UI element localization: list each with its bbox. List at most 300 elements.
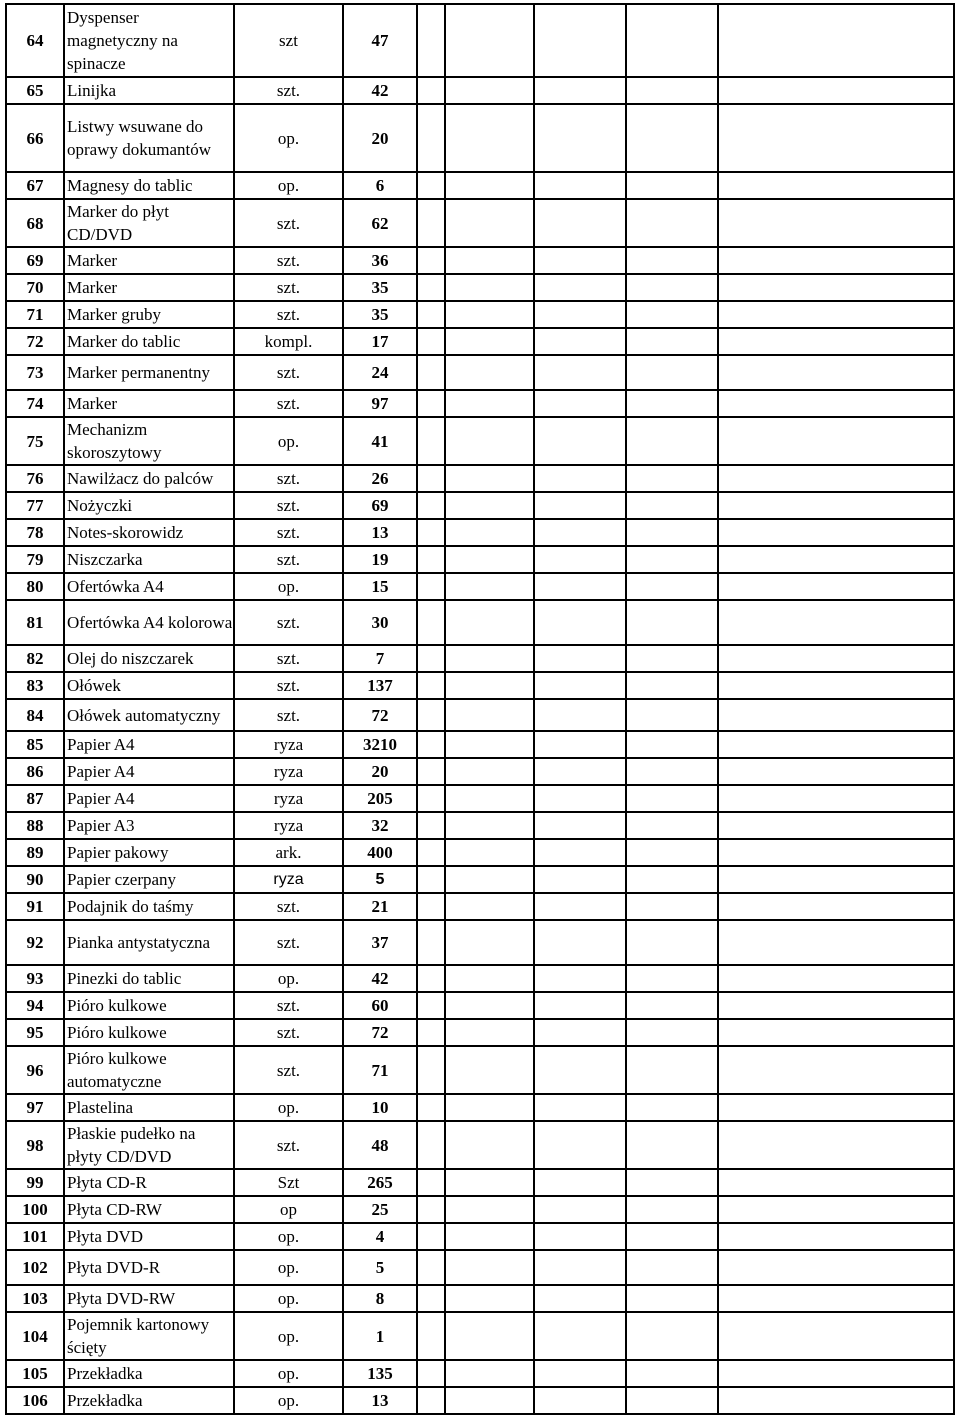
item-name: Linijka [64, 77, 234, 104]
item-quantity: 97 [343, 390, 417, 417]
item-unit: szt. [234, 492, 343, 519]
item-quantity: 48 [343, 1121, 417, 1169]
item-name: Podajnik do taśmy [64, 893, 234, 920]
item-name: Płyta DVD-RW [64, 1285, 234, 1312]
empty-cell [417, 546, 445, 573]
empty-cell [718, 1169, 954, 1196]
empty-cell [718, 492, 954, 519]
empty-cell [626, 199, 718, 247]
row-number: 77 [6, 492, 64, 519]
empty-cell [417, 573, 445, 600]
item-name: Nożyczki [64, 492, 234, 519]
empty-cell [534, 1169, 626, 1196]
item-unit: op. [234, 573, 343, 600]
empty-cell [417, 390, 445, 417]
empty-cell [445, 1285, 534, 1312]
empty-cell [534, 172, 626, 199]
table-row [6, 672, 954, 699]
item-name: Plastelina [64, 1094, 234, 1121]
item-quantity: 1 [343, 1312, 417, 1360]
empty-cell [626, 812, 718, 839]
empty-cell [445, 893, 534, 920]
empty-cell [445, 247, 534, 274]
item-unit: szt. [234, 274, 343, 301]
item-quantity: 25 [343, 1196, 417, 1223]
item-name: Papier czerpany [64, 866, 234, 893]
empty-cell [718, 104, 954, 172]
empty-cell [718, 519, 954, 546]
table-row [6, 301, 954, 328]
table-row [6, 1223, 954, 1250]
empty-cell [718, 355, 954, 390]
empty-cell [626, 1223, 718, 1250]
item-quantity: 21 [343, 893, 417, 920]
empty-cell [718, 1312, 954, 1360]
empty-cell [718, 1121, 954, 1169]
item-unit: op. [234, 1223, 343, 1250]
item-unit: szt. [234, 465, 343, 492]
empty-cell [534, 1223, 626, 1250]
empty-cell [417, 4, 445, 77]
empty-cell [445, 1223, 534, 1250]
item-name: Marker [64, 247, 234, 274]
empty-cell [718, 600, 954, 645]
empty-cell [718, 301, 954, 328]
row-number: 85 [6, 731, 64, 758]
empty-cell [417, 1223, 445, 1250]
empty-cell [445, 866, 534, 893]
empty-cell [534, 965, 626, 992]
row-number: 87 [6, 785, 64, 812]
empty-cell [626, 600, 718, 645]
empty-cell [534, 1046, 626, 1094]
empty-cell [445, 1387, 534, 1414]
row-number: 68 [6, 199, 64, 247]
empty-cell [626, 573, 718, 600]
item-unit: szt. [234, 699, 343, 731]
empty-cell [417, 1046, 445, 1094]
empty-cell [417, 1196, 445, 1223]
empty-cell [718, 920, 954, 965]
empty-cell [445, 758, 534, 785]
item-quantity: 5 [343, 866, 417, 893]
item-unit: ryza [234, 812, 343, 839]
item-name: Marker do płyt CD/DVD [64, 199, 234, 247]
empty-cell [718, 645, 954, 672]
empty-cell [445, 519, 534, 546]
table-row [6, 519, 954, 546]
empty-cell [626, 645, 718, 672]
empty-cell [417, 465, 445, 492]
table-row [6, 992, 954, 1019]
row-number: 69 [6, 247, 64, 274]
item-name: Mechanizm skoroszytowy [64, 417, 234, 465]
empty-cell [534, 546, 626, 573]
empty-cell [534, 699, 626, 731]
table-row [6, 893, 954, 920]
table-row [6, 1094, 954, 1121]
item-unit: szt [234, 4, 343, 77]
item-quantity: 5 [343, 1250, 417, 1285]
table-row [6, 546, 954, 573]
empty-cell [417, 785, 445, 812]
row-number: 74 [6, 390, 64, 417]
empty-cell [626, 274, 718, 301]
empty-cell [534, 1312, 626, 1360]
table-row [6, 1046, 954, 1094]
item-unit: szt. [234, 390, 343, 417]
empty-cell [445, 645, 534, 672]
row-number: 103 [6, 1285, 64, 1312]
empty-cell [445, 1312, 534, 1360]
row-number: 100 [6, 1196, 64, 1223]
row-number: 86 [6, 758, 64, 785]
table-row [6, 104, 954, 172]
empty-cell [417, 758, 445, 785]
empty-cell [626, 672, 718, 699]
empty-cell [626, 1169, 718, 1196]
table-row [6, 920, 954, 965]
item-name: Marker [64, 274, 234, 301]
empty-cell [445, 417, 534, 465]
empty-cell [445, 812, 534, 839]
item-name: Papier pakowy [64, 839, 234, 866]
item-unit: op. [234, 965, 343, 992]
empty-cell [445, 920, 534, 965]
table-row [6, 1019, 954, 1046]
empty-cell [718, 546, 954, 573]
empty-cell [417, 519, 445, 546]
empty-cell [626, 1250, 718, 1285]
item-name: Pianka antystatyczna [64, 920, 234, 965]
row-number: 79 [6, 546, 64, 573]
table-row [6, 417, 954, 465]
empty-cell [417, 965, 445, 992]
table-row [6, 699, 954, 731]
empty-cell [626, 301, 718, 328]
empty-cell [534, 785, 626, 812]
row-number: 64 [6, 4, 64, 77]
item-unit: szt. [234, 301, 343, 328]
item-quantity: 47 [343, 4, 417, 77]
empty-cell [445, 301, 534, 328]
empty-cell [534, 355, 626, 390]
empty-cell [445, 965, 534, 992]
table-row [6, 247, 954, 274]
empty-cell [445, 1019, 534, 1046]
item-name: Niszczarka [64, 546, 234, 573]
empty-cell [718, 731, 954, 758]
table-row [6, 390, 954, 417]
items-table-body [6, 4, 954, 1414]
item-quantity: 42 [343, 77, 417, 104]
item-unit: szt. [234, 600, 343, 645]
item-quantity: 62 [343, 199, 417, 247]
empty-cell [626, 1094, 718, 1121]
empty-cell [718, 812, 954, 839]
row-number: 83 [6, 672, 64, 699]
empty-cell [417, 301, 445, 328]
item-quantity: 7 [343, 645, 417, 672]
item-name: Pióro kulkowe [64, 992, 234, 1019]
item-name: Notes-skorowidz [64, 519, 234, 546]
item-unit: ark. [234, 839, 343, 866]
row-number: 72 [6, 328, 64, 355]
item-name: Pióro kulkowe automatyczne [64, 1046, 234, 1094]
empty-cell [718, 172, 954, 199]
empty-cell [417, 992, 445, 1019]
empty-cell [445, 465, 534, 492]
empty-cell [534, 4, 626, 77]
items-table [5, 3, 955, 1415]
item-unit: op. [234, 1285, 343, 1312]
row-number: 104 [6, 1312, 64, 1360]
item-unit: szt. [234, 546, 343, 573]
item-unit: szt. [234, 920, 343, 965]
empty-cell [534, 600, 626, 645]
item-quantity: 17 [343, 328, 417, 355]
item-name: Papier A4 [64, 785, 234, 812]
empty-cell [626, 1196, 718, 1223]
empty-cell [534, 731, 626, 758]
table-row [6, 965, 954, 992]
empty-cell [445, 731, 534, 758]
empty-cell [534, 1094, 626, 1121]
item-unit: kompl. [234, 328, 343, 355]
empty-cell [626, 465, 718, 492]
row-number: 101 [6, 1223, 64, 1250]
row-number: 65 [6, 77, 64, 104]
empty-cell [534, 1285, 626, 1312]
empty-cell [445, 1196, 534, 1223]
empty-cell [417, 839, 445, 866]
empty-cell [445, 699, 534, 731]
item-unit: szt. [234, 1121, 343, 1169]
row-number: 84 [6, 699, 64, 731]
item-unit: szt. [234, 992, 343, 1019]
empty-cell [626, 1285, 718, 1312]
empty-cell [718, 1046, 954, 1094]
row-number: 97 [6, 1094, 64, 1121]
empty-cell [718, 866, 954, 893]
empty-cell [718, 1196, 954, 1223]
empty-cell [534, 839, 626, 866]
table-row [6, 812, 954, 839]
empty-cell [626, 731, 718, 758]
table-row [6, 1169, 954, 1196]
empty-cell [718, 573, 954, 600]
empty-cell [718, 965, 954, 992]
empty-cell [626, 866, 718, 893]
item-name: Dyspenser magnetyczny na spinacze [64, 4, 234, 77]
empty-cell [445, 104, 534, 172]
empty-cell [445, 4, 534, 77]
item-name: Pojemnik kartonowy ścięty [64, 1312, 234, 1360]
empty-cell [718, 1019, 954, 1046]
empty-cell [417, 731, 445, 758]
row-number: 78 [6, 519, 64, 546]
empty-cell [417, 492, 445, 519]
row-number: 91 [6, 893, 64, 920]
empty-cell [534, 247, 626, 274]
empty-cell [445, 1094, 534, 1121]
empty-cell [417, 893, 445, 920]
empty-cell [417, 1121, 445, 1169]
item-quantity: 10 [343, 1094, 417, 1121]
item-unit: szt. [234, 355, 343, 390]
item-quantity: 42 [343, 965, 417, 992]
empty-cell [445, 390, 534, 417]
empty-cell [626, 893, 718, 920]
row-number: 70 [6, 274, 64, 301]
empty-cell [718, 839, 954, 866]
empty-cell [718, 4, 954, 77]
empty-cell [626, 1046, 718, 1094]
empty-cell [417, 1019, 445, 1046]
row-number: 82 [6, 645, 64, 672]
item-unit: szt. [234, 645, 343, 672]
empty-cell [626, 77, 718, 104]
item-unit: op. [234, 417, 343, 465]
table-row [6, 465, 954, 492]
empty-cell [534, 301, 626, 328]
item-quantity: 32 [343, 812, 417, 839]
empty-cell [718, 758, 954, 785]
empty-cell [534, 920, 626, 965]
item-unit: szt. [234, 247, 343, 274]
empty-cell [445, 172, 534, 199]
empty-cell [417, 1250, 445, 1285]
empty-cell [417, 328, 445, 355]
empty-cell [534, 328, 626, 355]
item-quantity: 3210 [343, 731, 417, 758]
row-number: 75 [6, 417, 64, 465]
item-name: Magnesy do tablic [64, 172, 234, 199]
empty-cell [718, 699, 954, 731]
row-number: 93 [6, 965, 64, 992]
empty-cell [445, 199, 534, 247]
empty-cell [718, 992, 954, 1019]
row-number: 102 [6, 1250, 64, 1285]
item-quantity: 72 [343, 1019, 417, 1046]
empty-cell [445, 1121, 534, 1169]
item-unit: op. [234, 1094, 343, 1121]
empty-cell [445, 785, 534, 812]
empty-cell [445, 77, 534, 104]
table-row [6, 758, 954, 785]
item-name: Papier A3 [64, 812, 234, 839]
table-row [6, 1285, 954, 1312]
empty-cell [626, 546, 718, 573]
empty-cell [718, 274, 954, 301]
item-quantity: 4 [343, 1223, 417, 1250]
empty-cell [626, 992, 718, 1019]
empty-cell [417, 247, 445, 274]
item-name: Listwy wsuwane do oprawy dokumantów [64, 104, 234, 172]
empty-cell [534, 645, 626, 672]
table-row [6, 1387, 954, 1414]
empty-cell [534, 519, 626, 546]
item-unit: op [234, 1196, 343, 1223]
empty-cell [626, 1312, 718, 1360]
empty-cell [417, 645, 445, 672]
item-unit: szt. [234, 519, 343, 546]
empty-cell [534, 77, 626, 104]
empty-cell [445, 1169, 534, 1196]
item-unit: ryza [234, 866, 343, 893]
table-row [6, 328, 954, 355]
item-quantity: 13 [343, 1387, 417, 1414]
empty-cell [445, 1046, 534, 1094]
empty-cell [445, 492, 534, 519]
empty-cell [626, 172, 718, 199]
empty-cell [534, 274, 626, 301]
item-quantity: 135 [343, 1360, 417, 1387]
item-quantity: 60 [343, 992, 417, 1019]
item-quantity: 69 [343, 492, 417, 519]
row-number: 71 [6, 301, 64, 328]
table-row [6, 785, 954, 812]
item-name: Płyta CD-R [64, 1169, 234, 1196]
row-number: 99 [6, 1169, 64, 1196]
empty-cell [534, 573, 626, 600]
item-unit: op. [234, 1312, 343, 1360]
table-row [6, 274, 954, 301]
empty-cell [626, 328, 718, 355]
item-name: Ofertówka A4 kolorowa [64, 600, 234, 645]
row-number: 98 [6, 1121, 64, 1169]
empty-cell [417, 417, 445, 465]
item-quantity: 6 [343, 172, 417, 199]
row-number: 81 [6, 600, 64, 645]
row-number: 80 [6, 573, 64, 600]
empty-cell [626, 839, 718, 866]
empty-cell [417, 812, 445, 839]
table-row [6, 492, 954, 519]
table-row [6, 1196, 954, 1223]
row-number: 106 [6, 1387, 64, 1414]
empty-cell [534, 390, 626, 417]
item-quantity: 13 [343, 519, 417, 546]
item-name: Płaskie pudełko na płyty CD/DVD [64, 1121, 234, 1169]
empty-cell [626, 104, 718, 172]
item-name: Marker [64, 390, 234, 417]
empty-cell [417, 355, 445, 390]
item-name: Ofertówka A4 [64, 573, 234, 600]
item-quantity: 137 [343, 672, 417, 699]
empty-cell [445, 839, 534, 866]
empty-cell [626, 492, 718, 519]
item-name: Płyta DVD [64, 1223, 234, 1250]
empty-cell [718, 390, 954, 417]
empty-cell [445, 573, 534, 600]
empty-cell [534, 1387, 626, 1414]
empty-cell [718, 893, 954, 920]
empty-cell [445, 355, 534, 390]
item-quantity: 36 [343, 247, 417, 274]
item-name: Nawilżacz do palców [64, 465, 234, 492]
item-unit: szt. [234, 1019, 343, 1046]
item-name: Marker permanentny [64, 355, 234, 390]
empty-cell [626, 758, 718, 785]
item-unit: szt. [234, 672, 343, 699]
item-quantity: 15 [343, 573, 417, 600]
empty-cell [718, 672, 954, 699]
empty-cell [417, 1285, 445, 1312]
table-row [6, 1250, 954, 1285]
empty-cell [417, 1312, 445, 1360]
item-unit: ryza [234, 731, 343, 758]
